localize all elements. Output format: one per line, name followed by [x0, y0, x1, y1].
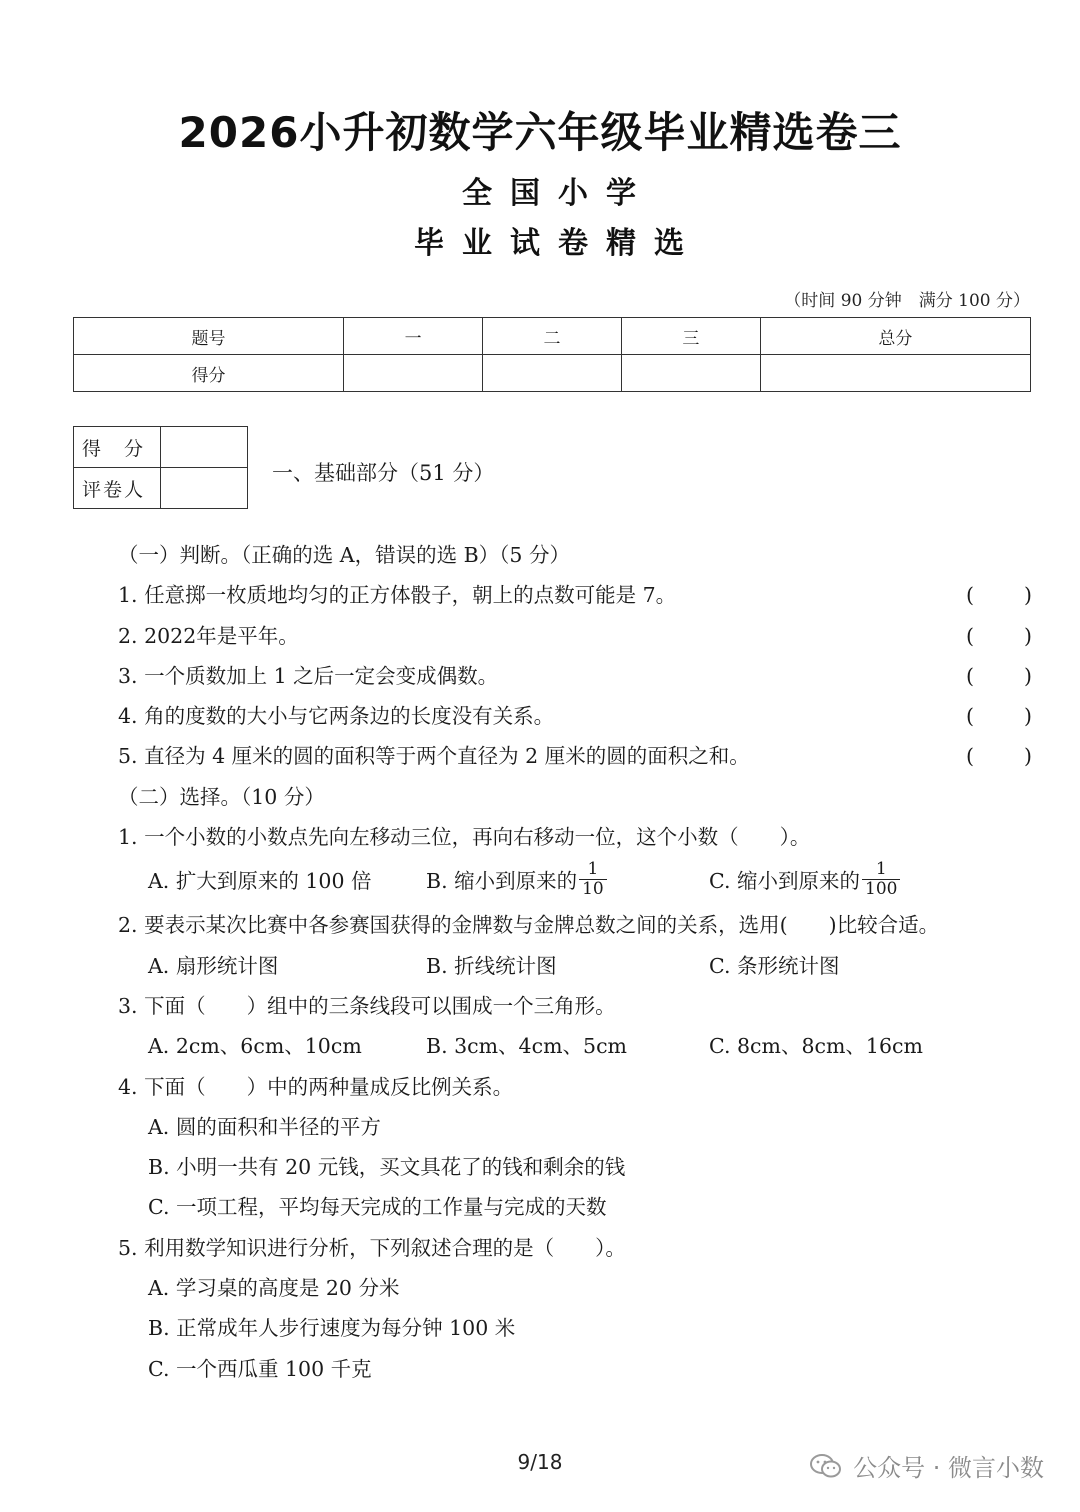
- fraction-denominator: 100: [865, 879, 898, 900]
- option-b: B. 3cm、4cm、5cm: [426, 1034, 627, 1059]
- judgment-text: 3. 一个质数加上 1 之后一定会变成偶数。: [118, 663, 499, 688]
- judgment-item: [118, 736, 1038, 776]
- answer-paren: [966, 656, 1032, 696]
- exam-subtitle-1: 全国小学: [462, 176, 654, 211]
- grader-score-blank: [161, 427, 248, 468]
- paren-close: ): [1024, 583, 1032, 608]
- paren-close: ): [1024, 623, 1032, 648]
- exam-subtitle-2: 毕业试卷精选: [414, 226, 702, 261]
- part-title: （二）选择。（10 分）: [118, 784, 325, 809]
- score-table-score-row: [74, 355, 1031, 392]
- grader-box: [73, 426, 248, 509]
- option-a: A. 圆的面积和半径的平方: [148, 1114, 381, 1139]
- answer-paren: [966, 616, 1032, 656]
- question-stem: 1. 一个小数的小数点先向左移动三位，再向右移动一位，这个小数（ ）。: [118, 825, 811, 850]
- fraction-denominator: 10: [582, 879, 604, 900]
- option-b-text: B. 缩小到原来的: [426, 869, 578, 894]
- option-c: [709, 857, 900, 905]
- option-a: A. 扩大到原来的 100 倍: [148, 869, 372, 894]
- paren-open: (: [966, 583, 974, 608]
- score-table-cell: 三: [621, 318, 760, 355]
- option-b: B. 小明一共有 20 元钱，买文具花了的钱和剩余的钱: [148, 1155, 626, 1180]
- score-blank-cell: [344, 355, 483, 392]
- options-row: [118, 1026, 1038, 1066]
- answer-paren: [966, 736, 1032, 776]
- paren-close: ): [1024, 744, 1032, 769]
- judgment-text: 1. 任意掷一枚质地均匀的正方体骰子，朝上的点数可能是 7。: [118, 583, 677, 608]
- option-a: A. 2cm、6cm、10cm: [148, 1034, 362, 1059]
- watermark: [809, 1448, 1044, 1483]
- score-blank-cell: [621, 355, 760, 392]
- fraction-numerator: 1: [579, 860, 607, 880]
- question-stem: 3. 下面（ ）组中的三条线段可以围成一个三角形。: [118, 993, 616, 1018]
- question-content: [118, 535, 1038, 1389]
- paren-close: ): [1024, 663, 1032, 688]
- score-table-cell: 总分: [760, 318, 1030, 355]
- part-title: （一）判断。（正确的选 A，错误的选 B）（5 分）: [118, 543, 570, 567]
- fraction-numerator: 1: [862, 860, 900, 880]
- answer-paren: [966, 696, 1032, 736]
- option-c: C. 条形统计图: [709, 953, 840, 978]
- wechat-icon: [809, 1453, 843, 1479]
- option-b: [426, 857, 709, 905]
- fraction: [579, 860, 607, 899]
- paren-open: (: [966, 663, 974, 688]
- section-title: 一、基础部分（51 分）: [272, 461, 495, 485]
- option-c: C. 一项工程，平均每天完成的工作量与完成的天数: [148, 1195, 607, 1220]
- score-table-cell: 题号: [74, 318, 344, 355]
- option-b: B. 折线统计图: [426, 953, 557, 978]
- time-note: （时间 90 分钟 满分 100 分）: [784, 291, 1030, 311]
- question-stem: 4. 下面（ ）中的两种量成反比例关系。: [118, 1074, 514, 1099]
- judgment-item: [118, 616, 1038, 656]
- judgment-item: [118, 575, 1038, 615]
- exam-title: 2026小升初数学六年级毕业精选卷三: [178, 108, 902, 157]
- score-table-cell: 二: [483, 318, 622, 355]
- option-c: C. 一个西瓜重 100 千克: [148, 1356, 372, 1381]
- options-row: [118, 946, 1038, 986]
- paren-open: (: [966, 744, 974, 769]
- option-c-text: C. 缩小到原来的: [709, 869, 860, 894]
- question-stem: 5. 利用数学知识进行分析，下列叙述合理的是（ ）。: [118, 1235, 626, 1260]
- paren-open: (: [966, 704, 974, 729]
- grader-score-label: 得 分: [74, 427, 161, 468]
- option-a: A. 学习桌的高度是 20 分米: [148, 1276, 400, 1301]
- option-c: C. 8cm、8cm、16cm: [709, 1034, 923, 1059]
- score-table-cell: 得分: [74, 355, 344, 392]
- score-blank-cell: [760, 355, 1030, 392]
- grader-name-blank: [161, 468, 248, 509]
- judgment-item: [118, 696, 1038, 736]
- grader-name-label: 评卷人: [74, 468, 161, 509]
- judgment-text: 4. 角的度数的大小与它两条边的长度没有关系。: [118, 704, 555, 729]
- fraction: [862, 860, 900, 899]
- watermark-text: 公众号 · 微言小数: [853, 1454, 1044, 1482]
- judgment-text: 2. 2022年是平年。: [118, 623, 299, 648]
- paren-close: ): [1024, 704, 1032, 729]
- option-a: A. 扇形统计图: [148, 953, 279, 978]
- option-b: B. 正常成年人步行速度为每分钟 100 米: [148, 1316, 516, 1341]
- score-table: [73, 317, 1031, 392]
- page-number: 9/18: [517, 1450, 563, 1474]
- judgment-item: [118, 656, 1038, 696]
- options-row: [118, 857, 1038, 905]
- score-table-header-row: [74, 318, 1031, 355]
- judgment-text: 5. 直径为 4 厘米的圆的面积等于两个直径为 2 厘米的圆的面积之和。: [118, 744, 750, 769]
- score-table-cell: 一: [344, 318, 483, 355]
- answer-paren: [966, 575, 1032, 615]
- score-blank-cell: [483, 355, 622, 392]
- question-stem: 2. 要表示某次比赛中各参赛国获得的金牌数与金牌总数之间的关系，选用( )比较合适。: [118, 913, 940, 938]
- paren-open: (: [966, 623, 974, 648]
